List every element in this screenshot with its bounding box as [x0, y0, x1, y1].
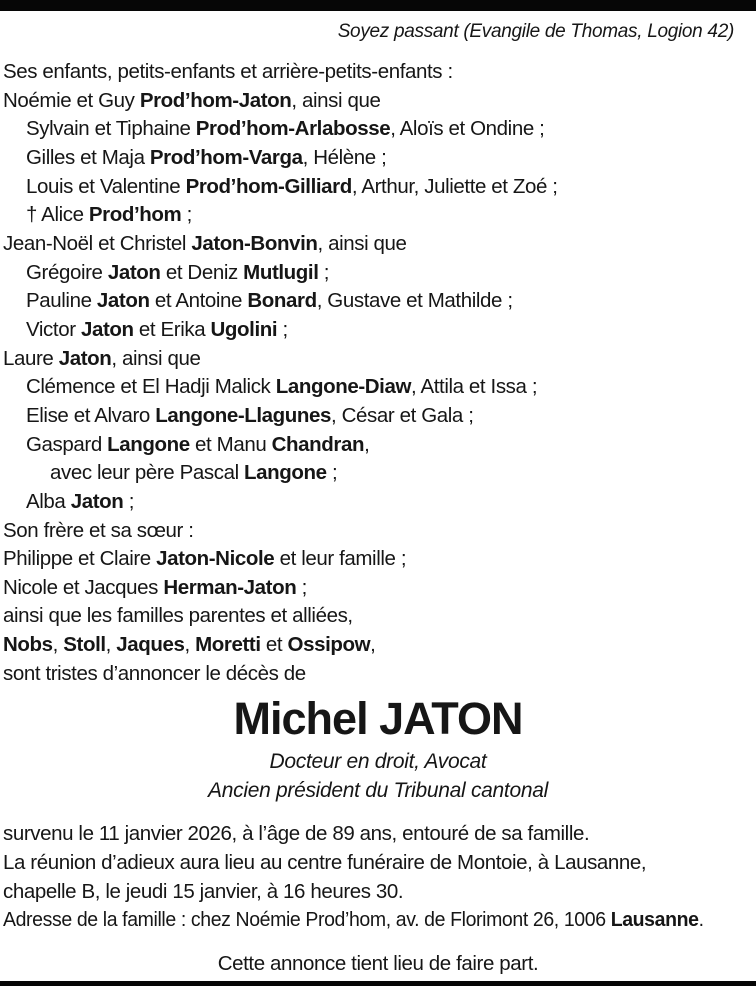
deceased-name: Michel JATON: [233, 693, 523, 745]
top-border: [0, 0, 756, 11]
closing-line: Cette annonce tient lieu de faire part.: [217, 952, 539, 976]
bottom-border: [0, 981, 756, 986]
family-line: Clémence et El Hadji Malick Langone-Diaw, Attila et Issa ;: [26, 375, 538, 399]
family-line: Pauline Jaton et Antoine Bonard, Gustave et Mathilde ;: [26, 289, 513, 313]
family-line: sont tristes d’annoncer le décès de: [3, 661, 306, 685]
deceased-name-block: [0, 693, 756, 805]
family-lines: [0, 58, 756, 688]
details-line: survenu le 11 janvier 2026, à l’âge de 89 ans, entouré de sa famille.: [3, 822, 590, 846]
family-line: Ses enfants, petits-enfants et arrière-petits-enfants :: [3, 60, 453, 83]
family-line: Philippe et Claire Jaton-Nicole et leur famille ;: [3, 547, 407, 571]
family-line: Victor Jaton et Erika Ugolini ;: [26, 317, 288, 341]
family-line: Sylvain et Tiphaine Prod’hom-Arlabosse, Aloïs et Ondine ;: [26, 117, 545, 141]
family-line: Gilles et Maja Prod’hom-Varga, Hélène ;: [26, 145, 387, 169]
family-line: Louis et Valentine Prod’hom-Gilliard, Arthur, Juliette et Zoé ;: [26, 174, 558, 198]
family-line: Nobs, Stoll, Jaques, Moretti et Ossipow,: [3, 633, 376, 657]
family-line: Gaspard Langone et Manu Chandran,: [26, 432, 370, 456]
deceased-title: Docteur en droit, Avocat: [269, 750, 487, 774]
family-line: Jean-Noël et Christel Jaton-Bonvin, ainsi que: [3, 231, 407, 255]
family-line: Alba Jaton ;: [26, 489, 135, 513]
family-line: Grégoire Jaton et Deniz Mutlugil ;: [26, 260, 330, 284]
family-line: Nicole et Jacques Herman-Jaton ;: [3, 575, 307, 599]
family-line: † Alice Prod’hom ;: [26, 203, 192, 227]
deceased-title: Ancien président du Tribunal cantonal: [208, 779, 548, 803]
details-line: chapelle B, le jeudi 15 janvier, à 16 heures 30.: [3, 879, 404, 903]
details-line: La réunion d’adieux aura lieu au centre funéraire de Montoie, à Lausanne,: [3, 851, 647, 875]
details-line: Adresse de la famille : chez Noémie Prod’hom, av. de Florimont 26, 1006 Lausanne.: [3, 908, 704, 932]
family-line: Son frère et sa sœur :: [3, 518, 194, 542]
scripture-quote: Soyez passant (Evangile de Thomas, Logion 42): [337, 21, 734, 42]
family-line: avec leur père Pascal Langone ;: [50, 461, 338, 485]
deceased-titles: [0, 747, 756, 805]
announcement-details: [0, 820, 756, 935]
family-line: ainsi que les familles parentes et alliées,: [3, 604, 353, 628]
family-line: Laure Jaton, ainsi que: [3, 346, 201, 370]
family-line: Elise et Alvaro Langone-Llagunes, César et Gala ;: [26, 403, 474, 427]
family-line: Noémie et Guy Prod’hom-Jaton, ainsi que: [3, 88, 381, 112]
